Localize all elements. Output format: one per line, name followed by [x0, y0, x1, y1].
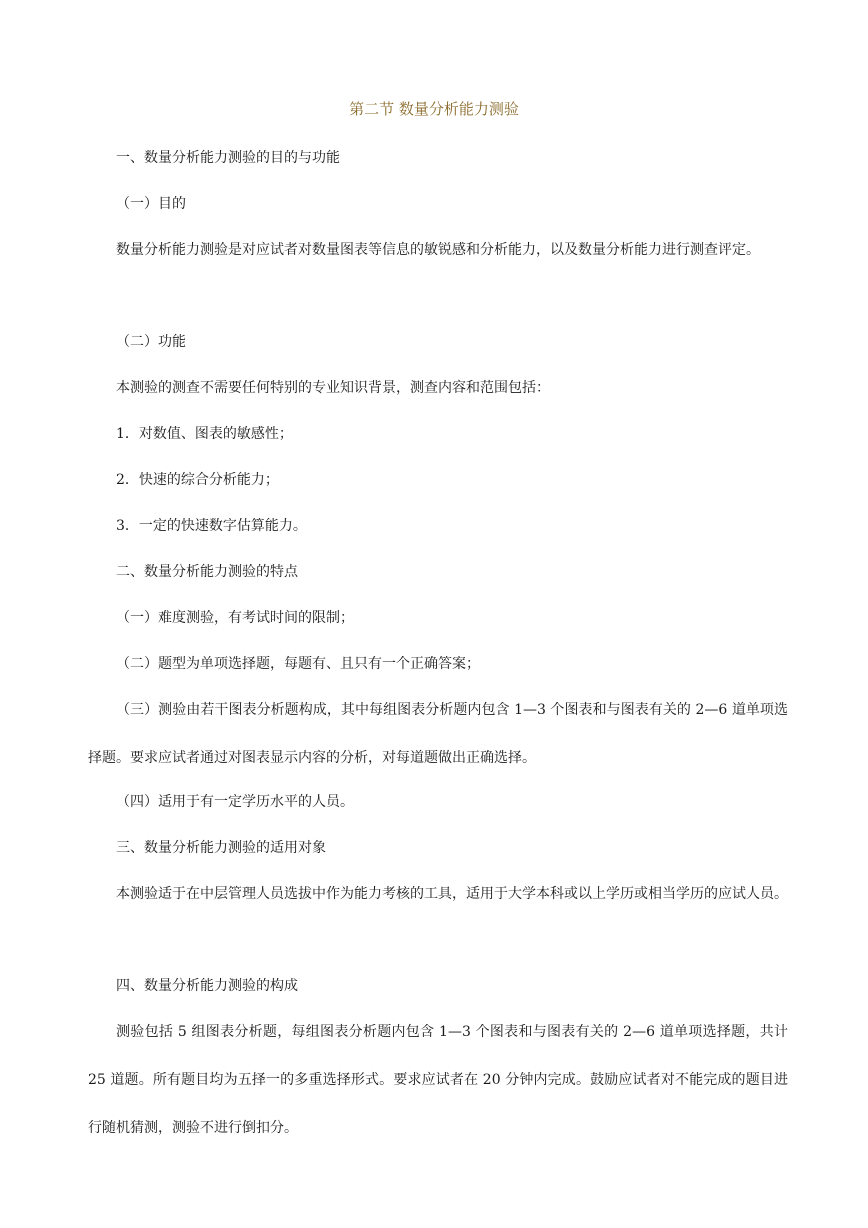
- characteristic-1: （一）难度测验，有考试时间的限制；: [116, 610, 354, 626]
- characteristic-3: （三）测验由若干图表分析题构成，其中每组图表分析题内包含 1—3 个图表和与图表有关的 2—6 道单项选择题。要求应试者通过对图表显示内容的分析，对每道题做出正确选择。: [88, 702, 788, 766]
- list-item-3: 3．一定的快速数字估算能力。: [116, 518, 307, 534]
- subheading-purpose: （一）目的: [116, 196, 186, 212]
- heading-purpose-function: 一、数量分析能力测验的目的与功能: [116, 150, 340, 166]
- paragraph-function-intro: 本测验的测查不需要任何特别的专业知识背景，测查内容和范围包括：: [116, 380, 550, 396]
- heading-composition: 四、数量分析能力测验的构成: [116, 978, 298, 994]
- list-item-1: 1．对数值、图表的敏感性；: [116, 426, 293, 442]
- paragraph-applicable-subjects: 本测验适于在中层管理人员选拔中作为能力考核的工具，适用于大学本科或以上学历或相当学历的应试人员。: [116, 886, 788, 902]
- characteristic-4: （四）适用于有一定学历水平的人员。: [116, 794, 354, 810]
- heading-applicable-subjects: 三、数量分析能力测验的适用对象: [116, 840, 326, 856]
- paragraph-purpose: 数量分析能力测验是对应试者对数量图表等信息的敏锐感和分析能力，以及数量分析能力进行测查评定。: [116, 242, 760, 258]
- characteristic-2: （二）题型为单项选择题，每题有、且只有一个正确答案；: [116, 656, 480, 672]
- section-title: 第二节 数量分析能力测验: [349, 100, 519, 118]
- list-item-2: 2．快速的综合分析能力；: [116, 472, 279, 488]
- subheading-function: （二）功能: [116, 334, 186, 350]
- paragraph-composition: 测验包括 5 组图表分析题，每组图表分析题内包含 1—3 个图表和与图表有关的 2—6 道单项选择题，共计 25 道题。所有题目均为五择一的多重选择形式。要求应试者在 20 分钟内完成。鼓励应试者对不能完成的题目进行随机猜测，测验不进行倒扣分。: [88, 1024, 788, 1136]
- heading-characteristics: 二、数量分析能力测验的特点: [116, 564, 298, 580]
